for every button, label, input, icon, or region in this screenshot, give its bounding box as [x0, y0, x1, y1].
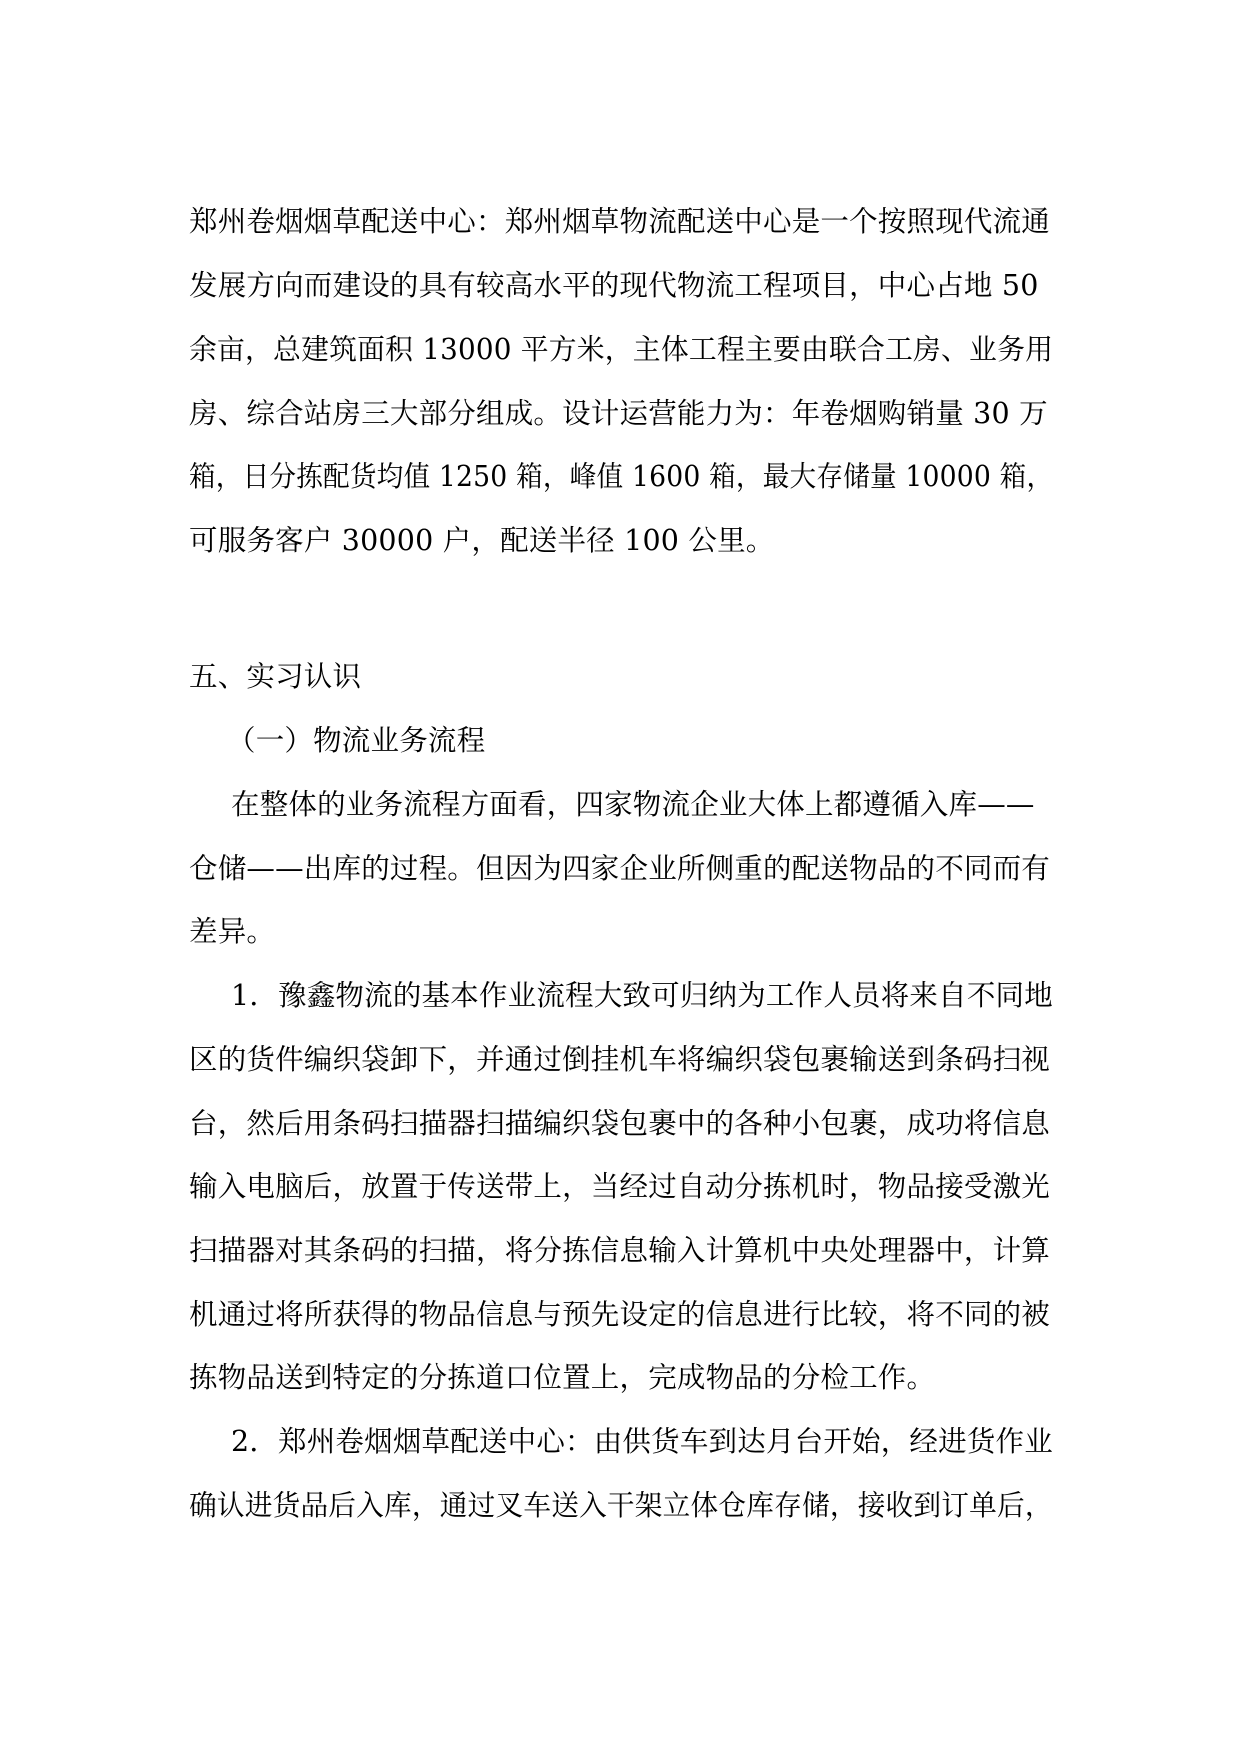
paragraph-line: 机通过将所获得的物品信息与预先设定的信息进行比较，将不同的被 — [189, 1298, 1051, 1331]
paragraph-line: 输入电脑后，放置于传送带上，当经过自动分拣机时，物品接受激光 — [189, 1170, 1051, 1203]
section-heading: 五、实习认识 — [189, 660, 362, 693]
paragraph-line: 仓储——出库的过程。但因为四家企业所侧重的配送物品的不同而有 — [189, 852, 1051, 885]
paragraph-line: 发展方向而建设的具有较高水平的现代物流工程项目，中心占地 50 — [189, 269, 1039, 302]
paragraph-line: 确认进货品后入库，通过叉车送入干架立体仓库存储，接收到订单后， — [189, 1489, 1053, 1522]
paragraph-line: 1．豫鑫物流的基本作业流程大致可归纳为工作人员将来自不同地 — [231, 979, 1053, 1012]
paragraph-line: 余亩，总建筑面积 13000 平方米，主体工程主要由联合工房、业务用 — [189, 333, 1054, 366]
paragraph-line: 可服务客户 30000 户，配送半径 100 公里。 — [189, 524, 775, 557]
paragraph-line: 扫描器对其条码的扫描，将分拣信息输入计算机中央处理器中，计算 — [189, 1234, 1051, 1267]
paragraph-line: 郑州卷烟烟草配送中心：郑州烟草物流配送中心是一个按照现代流通 — [189, 205, 1051, 238]
paragraph-line: 在整体的业务流程方面看，四家物流企业大体上都遵循入库—— — [231, 788, 1035, 821]
paragraph-line: 房、综合站房三大部分组成。设计运营能力为：年卷烟购销量 30 万 — [189, 397, 1048, 430]
subsection-heading: （一）物流业务流程 — [227, 724, 486, 757]
paragraph-line: 台，然后用条码扫描器扫描编织袋包裹中的各种小包裹，成功将信息 — [189, 1107, 1051, 1140]
paragraph-line: 2．郑州卷烟烟草配送中心：由供货车到达月台开始，经进货作业 — [231, 1425, 1053, 1458]
paragraph-line: 箱，日分拣配货均值 1250 箱，峰值 1600 箱，最大存储量 10000 箱， — [189, 460, 1054, 493]
paragraph-line: 区的货件编织袋卸下，并通过倒挂机车将编织袋包裹输送到条码扫视 — [189, 1043, 1051, 1076]
paragraph-line: 差异。 — [189, 915, 276, 948]
paragraph-line: 拣物品送到特定的分拣道口位置上，完成物品的分检工作。 — [189, 1361, 936, 1394]
